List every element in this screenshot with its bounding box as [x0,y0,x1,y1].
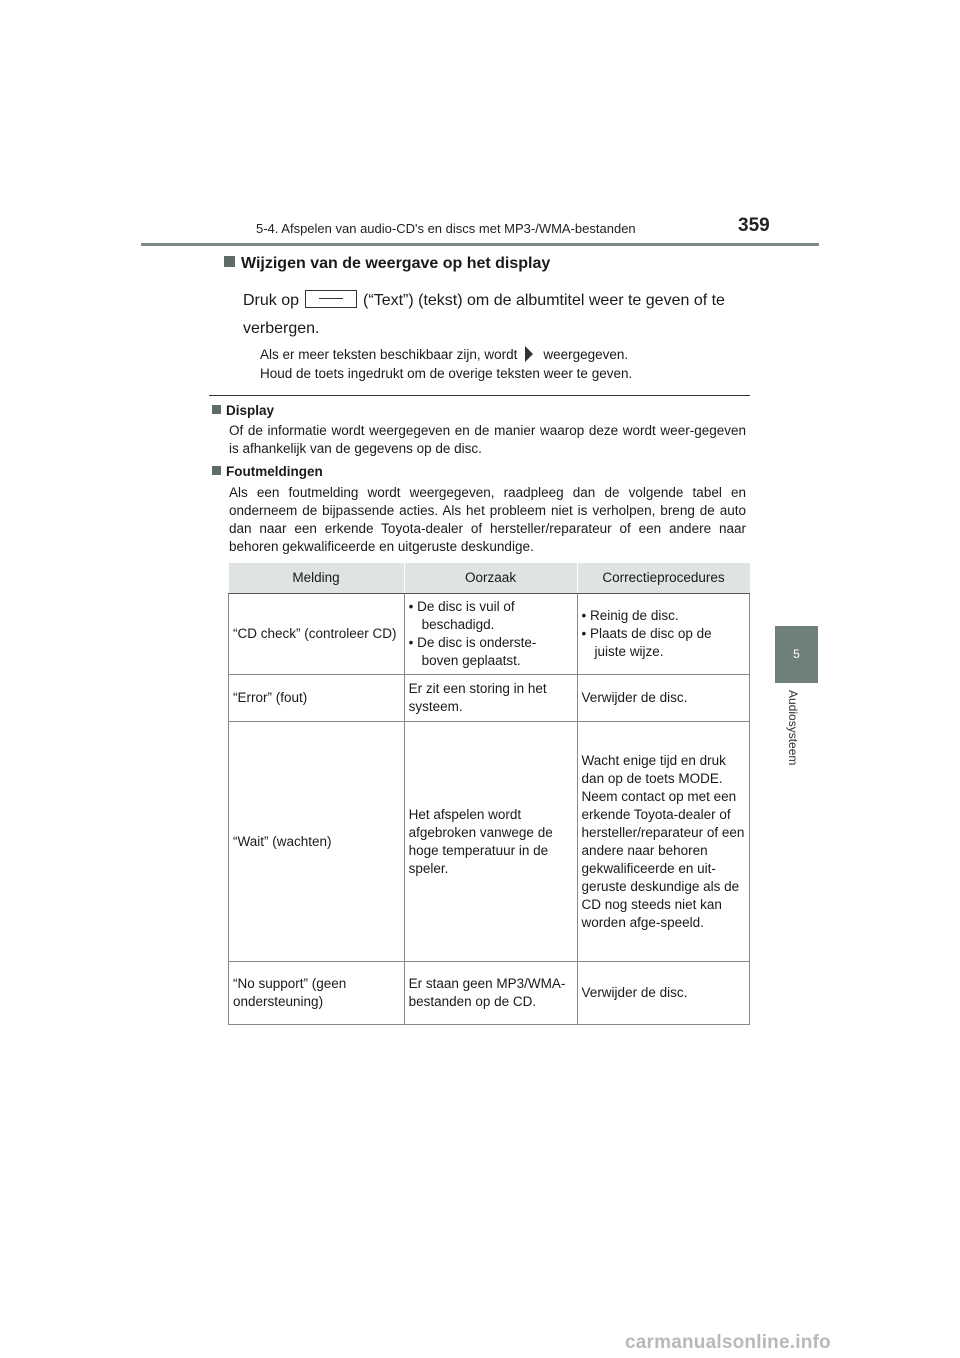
table-row [229,962,750,1025]
cell-fix: Verwijder de disc. [577,962,749,1025]
error-table [228,563,750,1025]
section-heading: Wijzigen van de weergave op het display [224,255,550,273]
square-bullet-icon [212,466,221,475]
cell-cause: Er staan geen MP3/WMA-bestanden op de CD. [404,962,577,1025]
table-row [229,594,750,675]
page-number: 359 [738,215,770,236]
errors-heading: Foutmeldingen [212,464,323,479]
cell-cause: Er zit een storing in het systeem. [404,675,577,722]
cell-cause: Het afspelen wordt afgebroken vanwege de hoge temperatuur in de speler. [404,722,577,962]
watermark: carmanualsonline.info [625,1332,831,1353]
cell-fix: Wacht enige tijd en druk dan op de toets MODE. Neem contact op met een erkende Toyota-dealer of hersteller/reparateur of een andere naar behoren gekwalificeerde en uit-geruste deskundige als de CD nog steeds niet kan worden afge-speeld. [577,722,749,962]
table-header-row [229,563,750,594]
instruction-paragraph: Druk op (“Text”) (tekst) om de albumtitel weer te geven of te verbergen. [243,292,725,337]
header-cause: Oorzaak [404,563,577,594]
errors-body: Als een foutmelding wordt weergegeven, raadpleeg dan de volgende tabel en onderneem de bijpassende acties. Als het probleem niet is verholpen, breng de auto dan naar een erkende Toyota-dealer of hersteller/reparateur of een andere naar behoren gekwalificeerde en uitgeruste deskundige. [229,485,746,554]
cell-message: “Error” (fout) [229,675,405,722]
header-fix: Correctieprocedures [577,563,749,594]
section-header: 5-4. Afspelen van audio-CD's en discs met MP3-/WMA-bestanden [256,221,636,236]
chapter-tab: 5 [775,626,818,683]
table-row [229,675,750,722]
section-divider [209,395,750,396]
square-bullet-icon [212,405,221,414]
cell-cause [404,594,577,675]
display-body: Of de informatie wordt weergegeven en de manier waarop deze wordt weer-gegeven is afhankelijk van de gegevens op de disc. [229,423,746,456]
cell-fix: Verwijder de disc. [577,675,749,722]
cell-message: “CD check” (controleer CD) [229,594,405,675]
header-message: Melding [229,563,405,594]
list-item: • Plaats de disc op de juiste wijze. [582,625,745,661]
cell-fix [577,594,749,675]
text-button-icon [305,290,357,308]
list-item: • Reinig de disc. [582,607,745,625]
display-heading: Display [212,403,274,418]
note-block: Als er meer teksten beschikbaar zijn, wordt weergegeven. Houd de toets ingedrukt om de overige teksten weer te geven. [260,347,633,381]
list-item: • De disc is vuil of beschadigd. [409,598,573,634]
arrow-right-icon [525,346,533,362]
list-item: • De disc is onderste-boven geplaatst. [409,634,573,670]
chapter-tab-label: Audiosysteem [786,690,800,766]
header-rule [141,243,819,246]
square-bullet-icon [224,256,235,267]
cell-message: “Wait” (wachten) [229,722,405,962]
table-row [229,722,750,962]
cell-message: “No support” (geen ondersteuning) [229,962,405,1025]
